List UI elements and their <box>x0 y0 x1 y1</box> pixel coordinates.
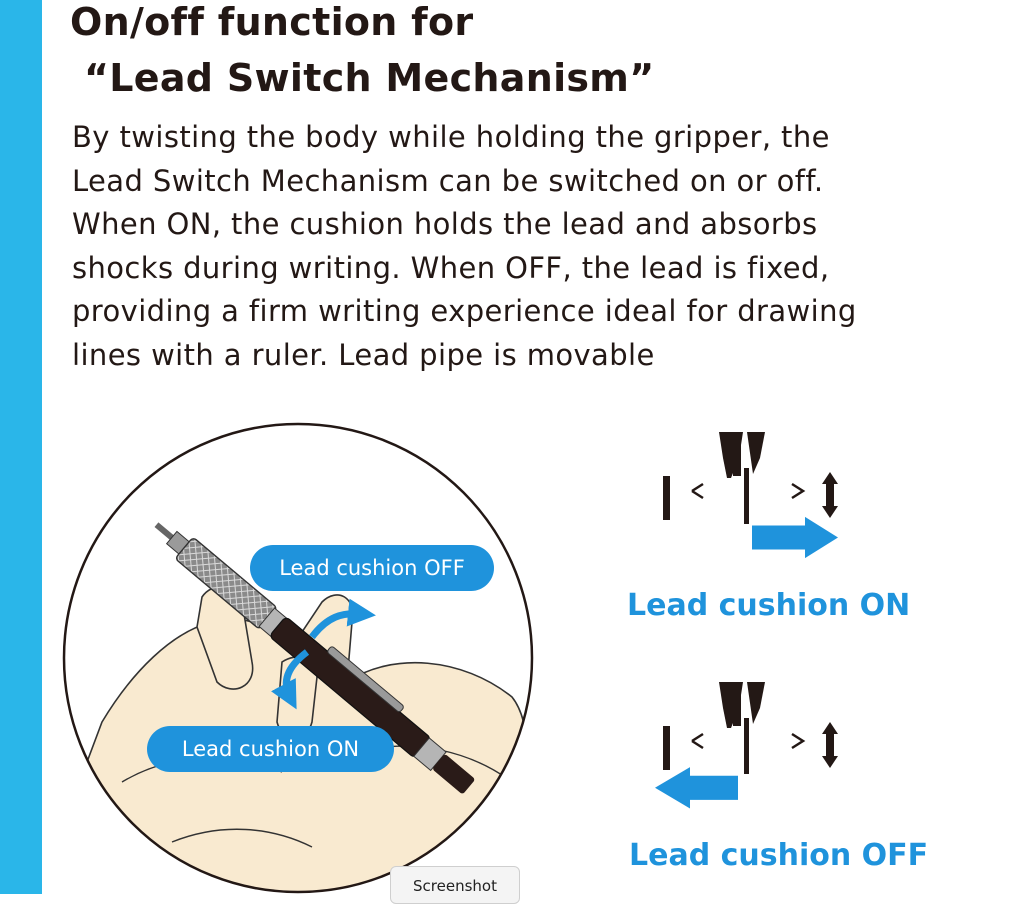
page-title <box>70 0 654 106</box>
description-line-5: providing a firm writing experience ideal for drawing <box>72 294 857 328</box>
description-line-2: Lead Switch Mechanism can be switched on or off. <box>72 163 824 198</box>
description-line-6: lines with a ruler. Lead pipe is movable <box>72 337 655 372</box>
screenshot-badge[interactable]: Screenshot <box>390 866 520 904</box>
description-line-1: By twisting the body while holding the gripper, the <box>72 120 830 154</box>
pencil-in-hand-illustration <box>62 422 542 894</box>
lead-cushion-on-callout: Lead cushion ON <box>147 726 394 772</box>
description-paragraph <box>72 116 972 377</box>
left-arrow-icon <box>655 767 738 808</box>
description-line-3: When ON, the cushion holds the lead and absorbs <box>72 207 818 241</box>
title-line-1: On/off function for <box>70 0 474 44</box>
title-line-2: “Lead Switch Mechanism” <box>84 56 655 100</box>
lead-cushion-off-callout: Lead cushion OFF <box>250 545 494 591</box>
lead-cushion-on-label: Lead cushion ON <box>627 588 911 623</box>
mechanism-icon <box>663 432 838 524</box>
lead-cushion-off-diagram <box>655 678 855 833</box>
lead-cushion-on-diagram <box>655 428 855 583</box>
mechanism-icon <box>663 682 838 774</box>
description-line-4: shocks during writing. When OFF, the lead is fixed, <box>72 250 830 285</box>
right-arrow-icon <box>752 517 838 558</box>
side-accent-bar <box>0 0 42 894</box>
lead-cushion-off-label: Lead cushion OFF <box>629 838 929 873</box>
